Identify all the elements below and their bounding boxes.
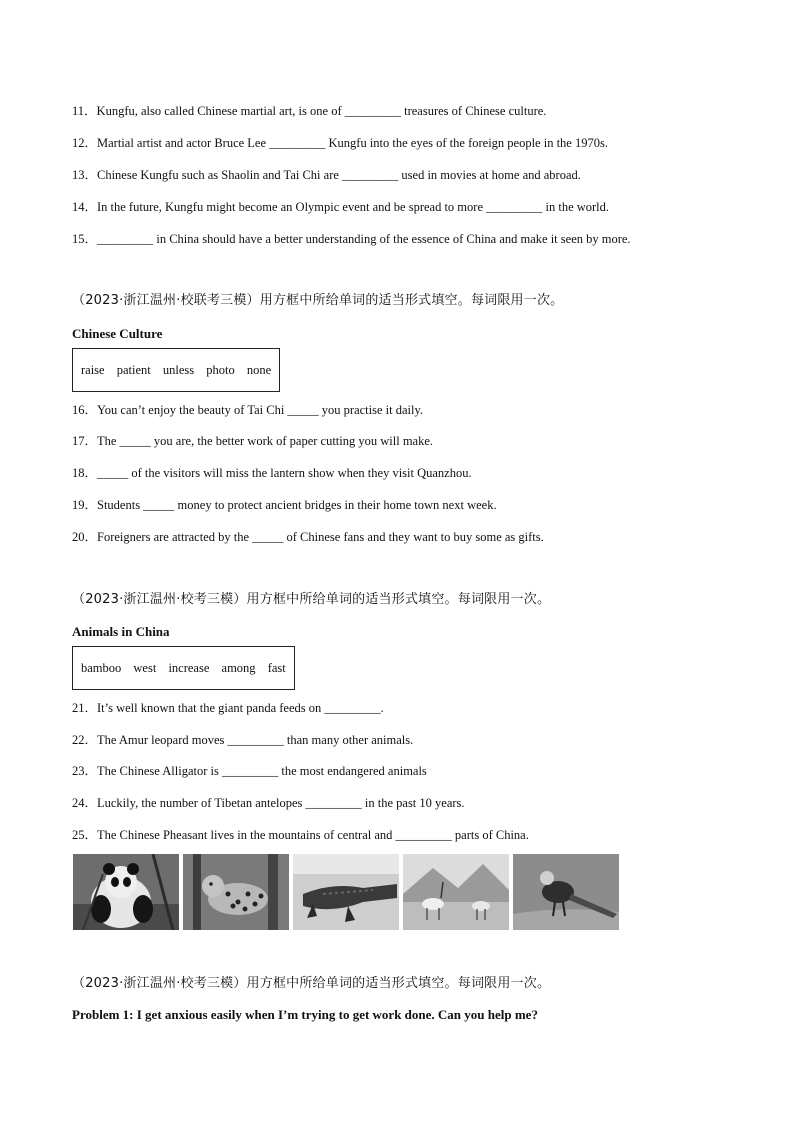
alligator-photo [293,854,399,930]
question-19: 19．Students _____ money to protect ancient bridges in their home town next week. [72,498,497,512]
word-box-item: none [246,363,272,377]
word-box [72,646,295,690]
word-box-item: among [221,661,256,675]
word-box-item: increase [168,661,210,675]
pheasant-photo [513,854,619,930]
problem-title: Problem 1: I get anxious easily when I’m trying to get work done. Can you help me? [72,1007,538,1022]
question-20: 20．Foreigners are attracted by the _____ of Chinese fans and they want to buy some as gifts. [72,530,544,544]
leopard-photo [183,854,289,930]
section-title: Chinese Culture [72,326,163,341]
question-11: 11．Kungfu, also called Chinese martial art, is one of _________ treasures of Chinese culture. [72,104,547,118]
question-13: 13．Chinese Kungfu such as Shaolin and Tai Chi are _________ used in movies at home and abroad. [72,168,581,182]
section-header: （2023·浙江温州·校考三模）用方框中所给单词的适当形式填空。每词限用一次。 [72,976,551,991]
word-box-item: photo [206,363,235,377]
question-17: 17．The _____ you are, the better work of paper cutting you will make. [72,434,434,448]
question-18: 18．_____ of the visitors will miss the lantern show when they visit Quanzhou. [72,466,472,480]
word-box-item: raise [81,363,105,377]
word-box [72,348,280,392]
section-header: （2023·浙江温州·校联考三模）用方框中所给单词的适当形式填空。每词限用一次。 [72,293,564,308]
question-21: 21．It’s well known that the giant panda feeds on _________. [72,701,384,715]
panda-photo [73,854,179,930]
question-23: 23．The Chinese Alligator is _________ the most endangered animals [72,764,427,778]
question-24: 24．Luckily, the number of Tibetan antelopes _________ in the past 10 years. [72,796,465,810]
word-box-item: bamboo [81,661,122,675]
question-16: 16．You can’t enjoy the beauty of Tai Chi _____ you practise it daily. [72,403,424,417]
question-22: 22．The Amur leopard moves _________ than many other animals. [72,733,414,747]
question-14: 14．In the future, Kungfu might become an Olympic event and be spread to more _________ in the world. [72,200,610,214]
question-12: 12．Martial artist and actor Bruce Lee _________ Kungfu into the eyes of the foreign people in the 1970s. [72,136,608,150]
question-25: 25．The Chinese Pheasant lives in the mountains of central and _________ parts of China. [72,828,529,842]
word-box-item: unless [162,363,195,377]
question-15: 15．_________ in China should have a better understanding of the essence of China and make it seen by more. [72,232,631,246]
animal-photo-strip [73,854,619,930]
word-box-item: west [133,661,157,675]
section-title: Animals in China [72,624,170,639]
section-header: （2023·浙江温州·校考三模）用方框中所给单词的适当形式填空。每词限用一次。 [72,592,551,607]
word-box-item: fast [267,661,286,675]
word-box-item: patient [116,363,151,377]
antelope-photo [403,854,509,930]
